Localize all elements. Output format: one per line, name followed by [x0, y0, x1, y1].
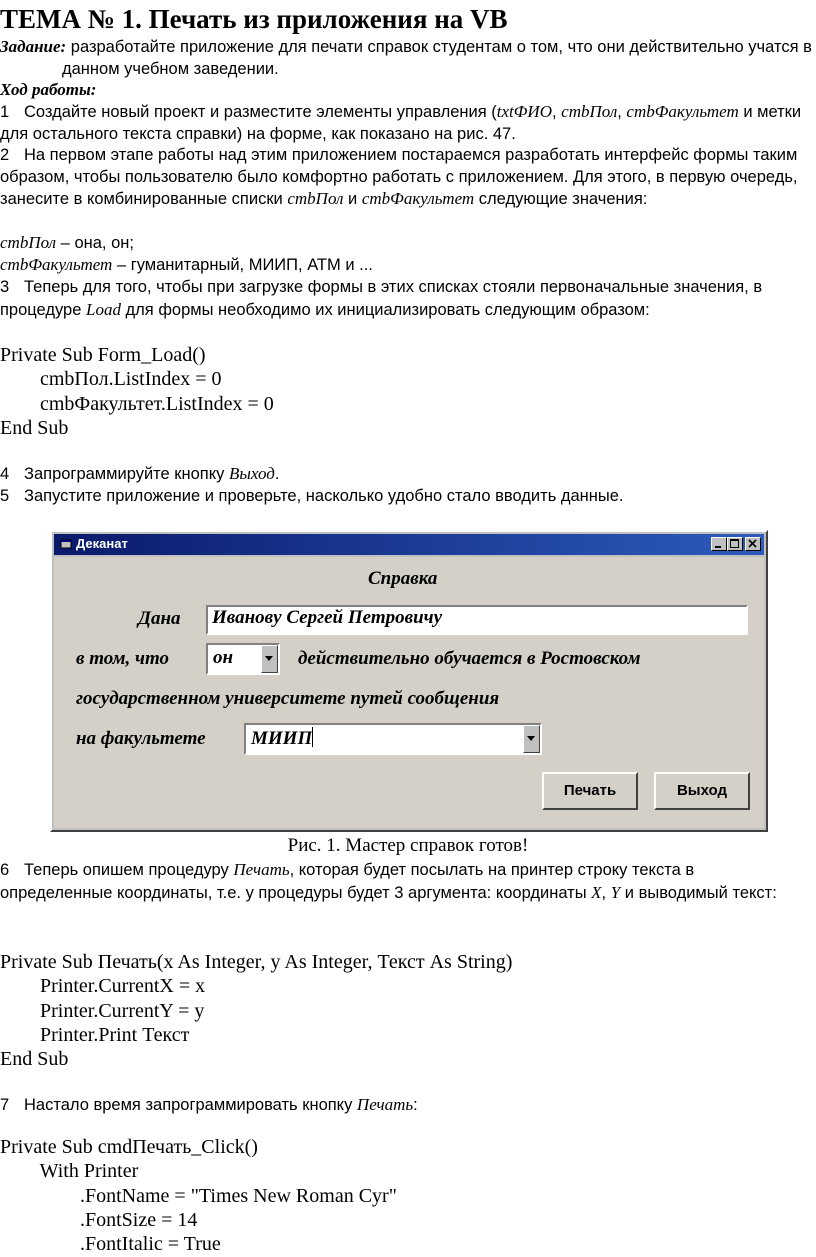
step-5	[0, 486, 810, 508]
code-line: .FontItalic = True	[0, 1233, 221, 1256]
step-4	[0, 463, 810, 486]
step-text: ,	[617, 103, 627, 121]
code-line: .FontName = "Times New Roman Cyr"	[0, 1184, 397, 1207]
step-text: и	[343, 190, 362, 209]
step-text: для формы необходимо их инициализировать следующим образом:	[120, 300, 650, 319]
faculty-combo[interactable]	[244, 723, 542, 755]
step-text: Настало время запрограммировать кнопку	[24, 1096, 357, 1114]
faculty-dropdown-button[interactable]	[523, 725, 540, 753]
step-text: На первом этапе работы над этим приложением постараемся разработать интерфейс формы таким образом, чтобы пользователю было комфортно работать с приложением. Для этого, в первую очередь, занесите в комбинированные списки	[0, 146, 798, 209]
step-term: Печать	[233, 860, 290, 879]
step-7	[0, 1094, 810, 1117]
step-number: 4	[0, 465, 10, 483]
progress-heading	[0, 79, 810, 102]
step-text: – она, он;	[56, 234, 134, 252]
task-label: Задание:	[0, 37, 67, 56]
form-client-area	[54, 557, 764, 828]
step-3	[0, 277, 810, 321]
code-line: Private Sub Печать(x As Integer, y As Integer, Текст As String)	[0, 951, 513, 973]
step-2	[0, 145, 810, 211]
faculty-text: МИИП	[251, 728, 313, 749]
gender-values-line	[0, 232, 810, 255]
figure-caption: Рис. 1. Мастер справок готов!	[287, 835, 529, 856]
code-line: End Sub	[0, 1048, 69, 1071]
code-line: End Sub	[0, 416, 69, 439]
code-line: .FontSize = 14	[0, 1208, 198, 1231]
label-given: Дана	[138, 608, 181, 629]
step-text: ,	[601, 883, 611, 902]
step-term: cmbПол	[561, 102, 618, 121]
exit-button[interactable]: Выход	[654, 772, 750, 810]
chevron-down-icon	[265, 656, 273, 661]
code-line: cmbФакультет.ListIndex = 0	[0, 392, 274, 415]
step-term: Печать	[356, 1095, 414, 1114]
close-icon	[746, 538, 760, 550]
step-term: cmbПол	[0, 233, 57, 252]
progress-label: Ход работы:	[0, 80, 97, 99]
step-term: cmbФакультет	[0, 255, 113, 274]
label-university: государственном университете путей сообщения	[76, 688, 500, 709]
faculty-value	[251, 727, 313, 750]
code-line: Printer.Print Текст	[0, 1023, 190, 1046]
maximize-icon	[728, 538, 742, 550]
name-textbox[interactable]: Иванову Сергей Петровичу	[206, 605, 748, 635]
maximize-button[interactable]	[727, 537, 743, 551]
label-studies: действительно обучается в Ростовском	[298, 648, 641, 669]
step-term: X	[591, 882, 602, 902]
form-icon	[60, 538, 72, 550]
minimize-button[interactable]	[711, 537, 727, 551]
step-term: Y	[610, 882, 621, 902]
chevron-down-icon	[527, 736, 535, 741]
step-number: 3	[0, 278, 10, 296]
step-text: следующие значения:	[474, 190, 648, 209]
window-titlebar[interactable]	[54, 534, 764, 555]
minimize-icon	[712, 538, 726, 550]
step-text: Запустите приложение и проверьте, насколько удобно стало вводить данные.	[24, 487, 624, 505]
text-cursor	[312, 727, 313, 747]
label-faculty: на факультете	[76, 728, 206, 749]
step-text: – гуманитарный, МИИП, АТМ и ...	[112, 256, 373, 274]
step-number: 2	[0, 146, 10, 164]
code-line: Private Sub cmdПечать_Click()	[0, 1136, 258, 1158]
step-number: 7	[0, 1096, 10, 1114]
code-line: Private Sub Form_Load()	[0, 344, 206, 366]
step-1	[0, 101, 810, 145]
step-text: Теперь для того, чтобы при загрузке формы в этих списках стояли первоначальные значения, в процедуре	[0, 278, 763, 319]
step-text: и выводимый текст:	[620, 883, 777, 902]
gender-dropdown-button[interactable]	[261, 645, 278, 673]
step-term: Load	[86, 299, 121, 319]
window-title: Деканат	[76, 536, 128, 551]
step-text: Теперь опишем процедуру	[24, 861, 234, 879]
code-block-form-load	[0, 343, 274, 440]
step-text: :	[413, 1096, 418, 1114]
close-button[interactable]	[745, 537, 761, 551]
step-6	[0, 859, 810, 904]
step-term: cmbФакультет	[626, 102, 739, 121]
step-term: cmbФакультет	[361, 189, 475, 209]
page-title: ТЕМА № 1. Печать из приложения на VB	[0, 4, 508, 34]
step-term: Выход	[228, 464, 275, 483]
print-button[interactable]: Печать	[542, 772, 638, 810]
step-text: .	[274, 465, 280, 483]
task-paragraph	[0, 36, 816, 80]
step-text: , которая будет посылать на принтер строку текста в определенные координаты, т.е. у процедуры будет 3 аргумента: координаты	[0, 861, 695, 902]
step-number: 1	[0, 103, 10, 121]
step-term: cmbПол	[287, 189, 344, 209]
task-text: разработайте приложение для печати справок студентам о том, что они действительно учатся в данном учебном заведении.	[62, 38, 812, 78]
step-number: 6	[0, 861, 10, 879]
code-line: Printer.CurrentY = y	[0, 999, 205, 1022]
step-number: 5	[0, 487, 10, 505]
gender-combo[interactable]	[206, 643, 280, 675]
step-text: ,	[551, 103, 562, 121]
step-text: Создайте новый проект и разместите элементы управления (	[24, 103, 497, 121]
code-line: cmbПол.ListIndex = 0	[0, 368, 222, 391]
code-block-print-click	[0, 1135, 397, 1256]
code-line: With Printer	[0, 1160, 139, 1183]
step-text: Запрограммируйте кнопку	[24, 465, 229, 483]
label-that: в том, что	[76, 648, 170, 669]
code-line: Printer.CurrentX = x	[0, 975, 206, 998]
form-heading: Справка	[368, 568, 438, 589]
code-block-print-proc	[0, 950, 512, 1071]
gender-value: он	[213, 647, 234, 668]
step-term: txtФИО	[496, 102, 552, 121]
faculty-values-line	[0, 254, 810, 277]
step-text: и метки для остального текста справки) на форме, как показано на рис. 47.	[0, 103, 802, 143]
dean-office-window	[50, 530, 768, 832]
